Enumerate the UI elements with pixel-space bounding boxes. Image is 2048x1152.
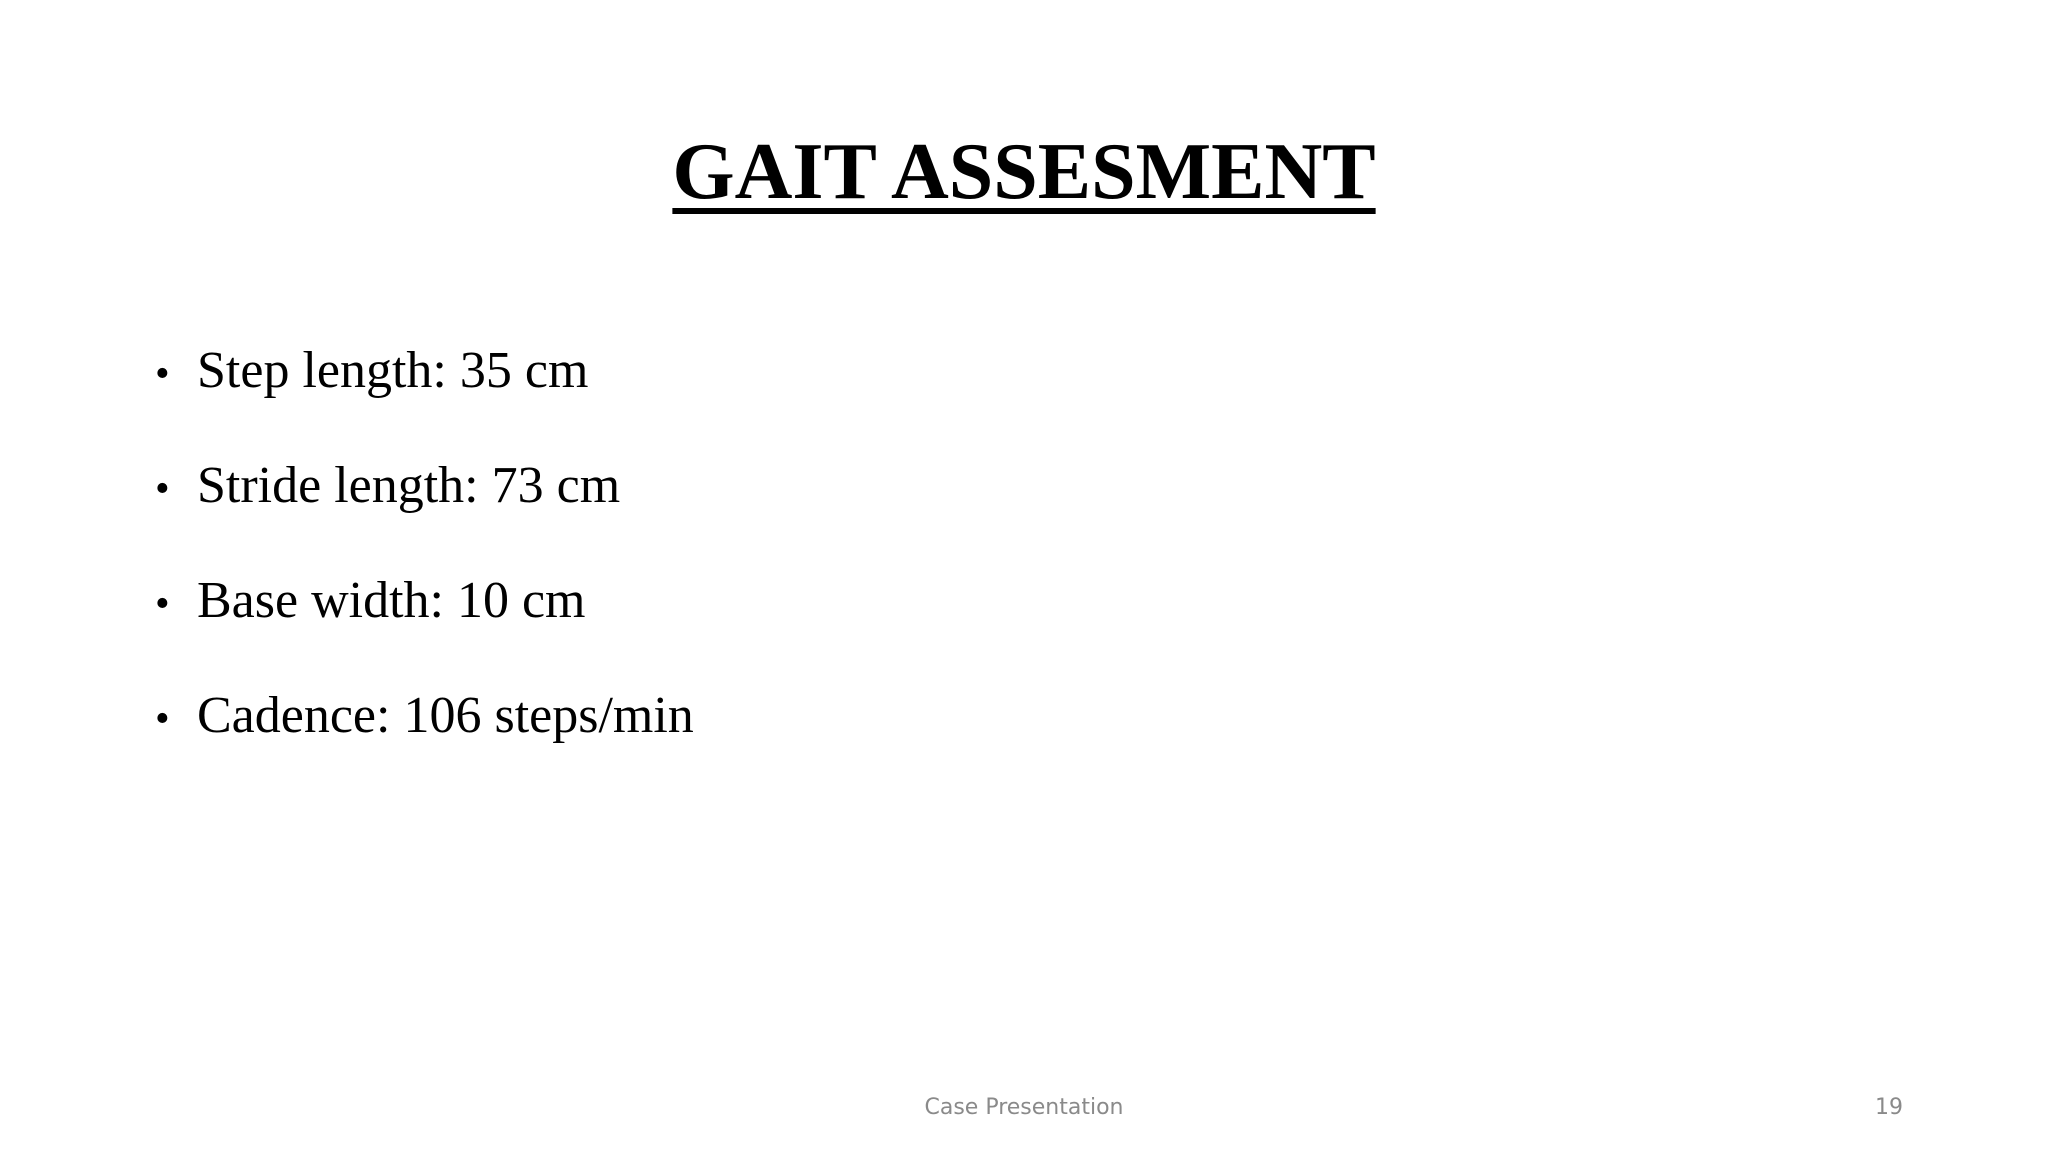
bullet-item-base-width (155, 566, 694, 681)
bullet-item-stride-length (155, 451, 694, 566)
bullet-item-cadence (155, 681, 694, 796)
slide-title-text: GAIT ASSESMENT (672, 128, 1376, 216)
footer-text: Case Presentation (924, 1095, 1124, 1120)
bullet-icon: • (155, 351, 170, 397)
slide-title (0, 122, 2048, 222)
page-number: 19 (1875, 1095, 1903, 1120)
bullet-icon: • (155, 466, 170, 512)
bullet-item-step-length (155, 336, 694, 451)
bullet-text: Stride length: 73 cm (197, 457, 621, 514)
bullet-icon: • (155, 581, 170, 627)
bullet-icon: • (155, 696, 170, 742)
bullet-text: Cadence: 106 steps/min (197, 687, 694, 744)
bullet-text: Base width: 10 cm (197, 572, 586, 629)
bullet-list (155, 336, 694, 796)
bullet-text: Step length: 35 cm (197, 342, 589, 399)
